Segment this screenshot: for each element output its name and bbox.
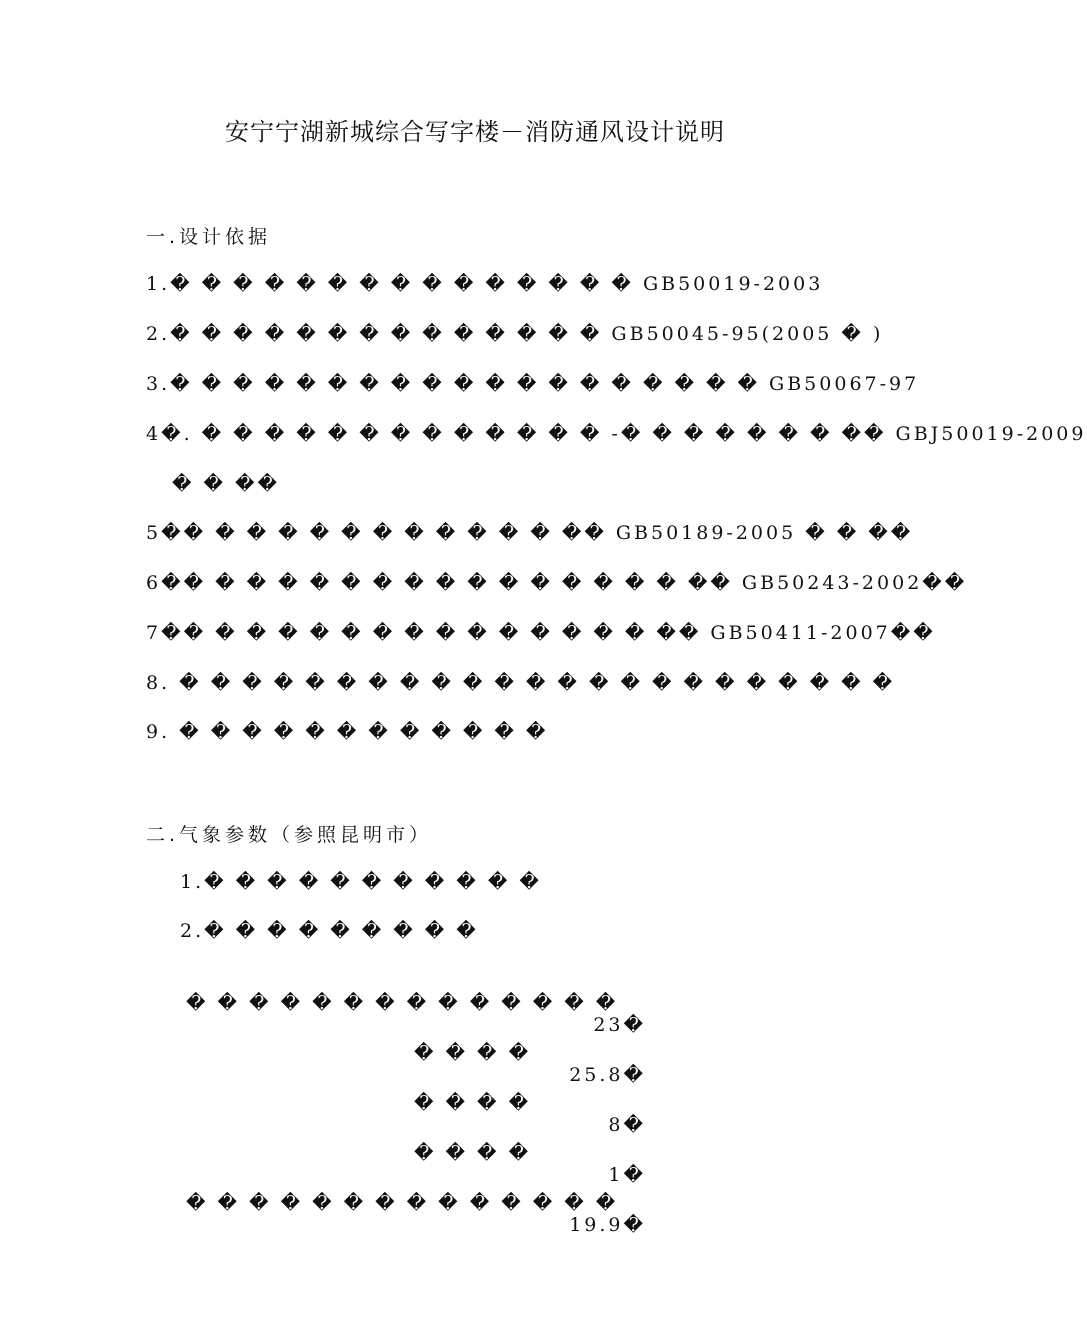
- basis-item-6: 6�� � � � � � � � � � � � � � � � �� GB50243-2002��: [146, 572, 968, 594]
- weather-item-1: 1.� � � � � � � � � � �: [180, 871, 542, 893]
- param-value: 25.8�: [569, 1064, 646, 1086]
- basis-item-9: 9. � � � � � � � � � � � �: [146, 721, 549, 743]
- section-1-heading: 一.设计依据: [146, 226, 272, 248]
- basis-item-2: 2.� � � � � � � � � � � � � � GB50045-95(2005 � ): [146, 323, 884, 345]
- param-value: 8�: [608, 1114, 646, 1136]
- param-label: � � � �: [414, 1092, 532, 1114]
- param-value: 19.9�: [569, 1214, 646, 1236]
- page-title: 安宁宁湖新城综合写字楼－消防通风设计说明: [225, 118, 725, 146]
- basis-item-5: 5�� � � � � � � � � � � � �� GB50189-2005 � � ��: [146, 522, 914, 544]
- param-label: � � � � � � � � � � � � � �: [186, 992, 619, 1014]
- basis-item-4-continued: � � ��: [172, 473, 281, 495]
- param-value: 23�: [593, 1014, 646, 1036]
- basis-item-3: 3.� � � � � � � � � � � � � � � � � � � GB50067-97: [146, 373, 920, 395]
- basis-item-4: 4�. � � � � � � � � � � � � � -� � � � � � � �� GBJ50019-2009: [146, 423, 1087, 445]
- basis-item-1: 1.� � � � � � � � � � � � � � � GB50019-2003: [146, 273, 824, 295]
- param-value: 1�: [608, 1164, 646, 1186]
- param-label: � � � �: [414, 1042, 532, 1064]
- basis-item-7: 7�� � � � � � � � � � � � � � � �� GB50411-2007��: [146, 622, 936, 644]
- weather-item-2: 2.� � � � � � � � �: [180, 920, 479, 942]
- section-2-heading: 二.气象参数（参照昆明市）: [146, 824, 433, 846]
- param-row-5: [186, 1170, 646, 1236]
- basis-item-8: 8. � � � � � � � � � � � � � � � � � � � � � � �: [146, 672, 896, 694]
- param-label: � � � �: [414, 1142, 532, 1164]
- param-label: � � � � � � � � � � � � � �: [186, 1192, 619, 1214]
